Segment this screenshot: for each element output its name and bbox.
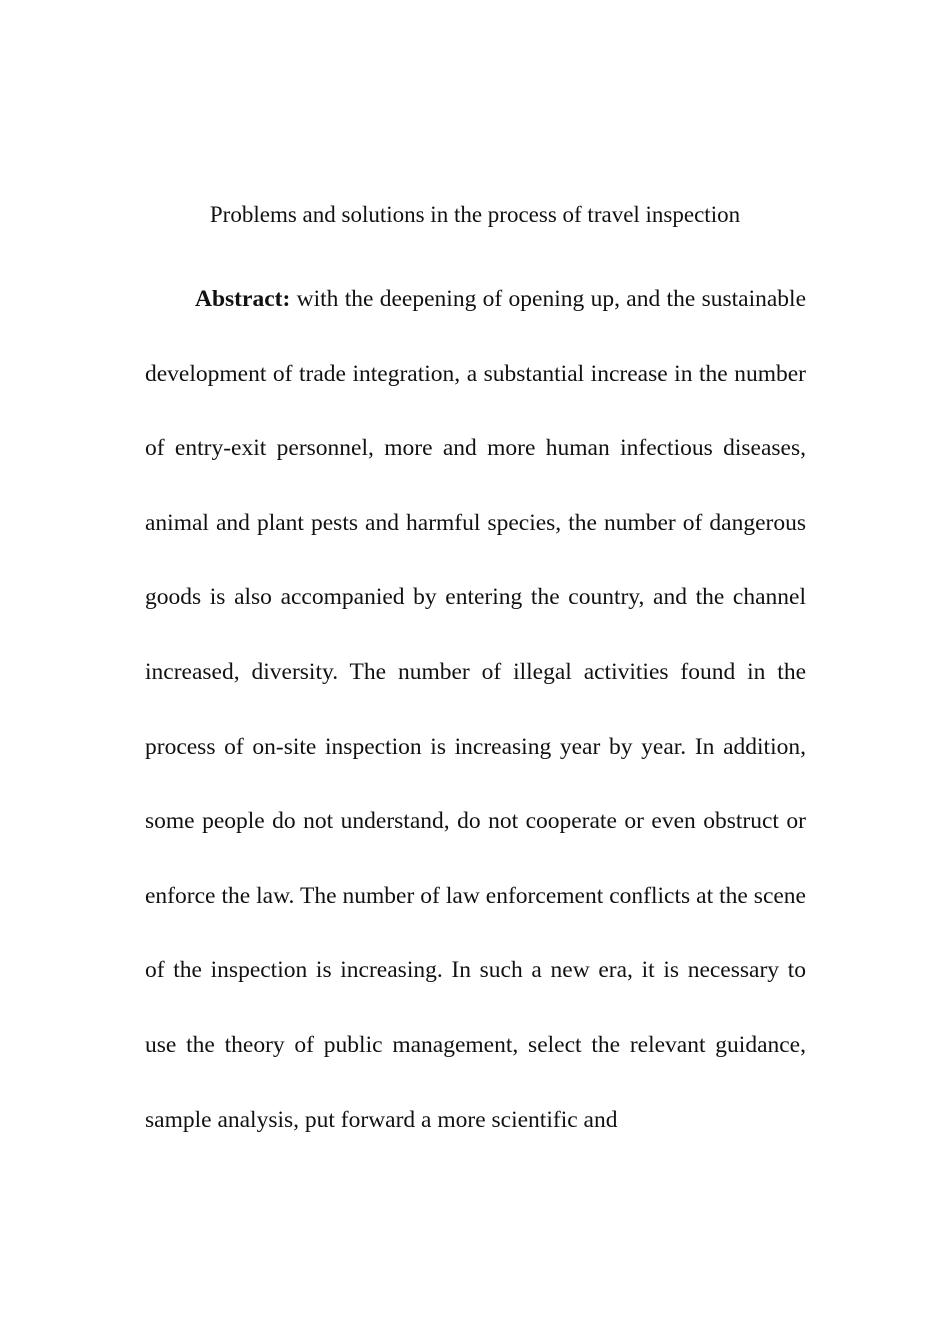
abstract-text: with the deepening of opening up, and the sustainable development of trade integration, a substantial increase in the number of entry-exit personnel, more and more human infectious diseases, animal and plant pests and harmful species, the number of dangerous goods is also accompanied by entering the country, and the channel increased, diversity. The number of illegal activities found in the process of on-site inspection is increasing year by year. In addition, some people do not understand, do not cooperate or even obstruct or enforce the law. The number of law enforcement conflicts at the scene of the inspection is increasing. In such a new era, it is necessary to use the theory of public management, select the relevant guidance, sample analysis, put forward a more scientific and xyxy=(145,286,806,1133)
abstract-paragraph xyxy=(145,262,806,1157)
document-title: Problems and solutions in the process of travel inspection xyxy=(209,202,741,227)
abstract-label: Abstract: xyxy=(195,286,291,312)
